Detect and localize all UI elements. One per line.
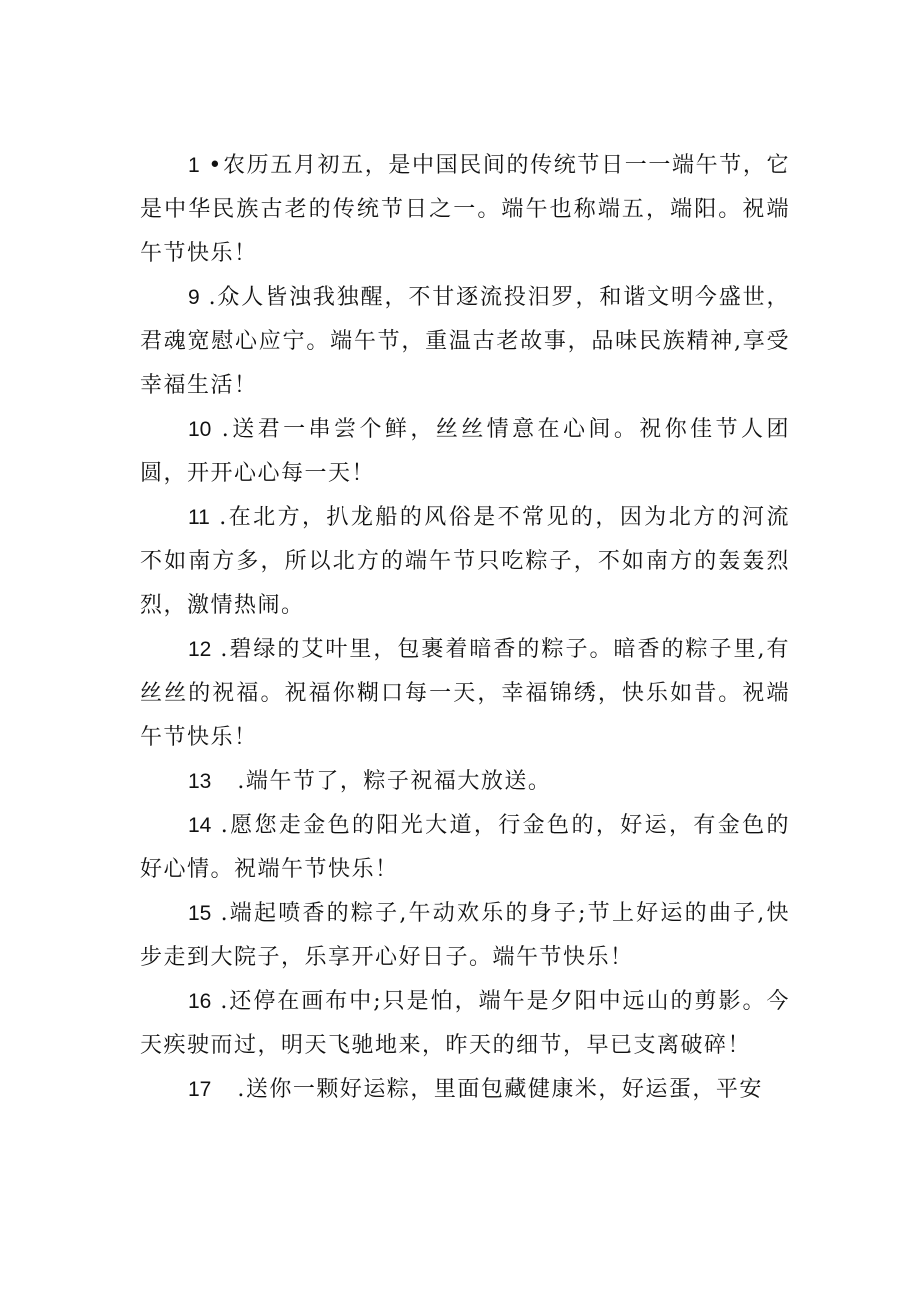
- document-body: [140, 144, 790, 1112]
- list-item: [140, 804, 790, 892]
- list-item: [140, 628, 790, 760]
- item-number: 15: [188, 902, 212, 925]
- list-item: [140, 1068, 790, 1112]
- item-separator: .: [220, 989, 229, 1014]
- item-number: 11: [188, 506, 210, 529]
- item-text: 端午节了，粽子祝福大放送。: [245, 769, 552, 794]
- item-text: 众人皆浊我独醒，不甘逐流投汨罗，和谐文明今盛世，君魂宽慰心应宁。端午节，重温古老故事，品味民族精神,享受幸福生活！: [140, 285, 790, 398]
- item-separator: .: [237, 769, 246, 794]
- item-text: 愿您走金色的阳光大道，行金色的，好运，有金色的好心情。祝端午节快乐！: [140, 813, 790, 882]
- item-separator: .: [220, 901, 230, 926]
- item-text: 送你一颗好运粽，里面包藏健康米，好运蛋，平安: [245, 1077, 763, 1102]
- item-separator: .: [220, 813, 230, 838]
- list-item: [140, 892, 790, 980]
- item-separator: .: [221, 417, 231, 442]
- list-item: [140, 496, 790, 628]
- list-item: [140, 408, 790, 496]
- item-separator: .: [220, 637, 229, 662]
- item-number: 9: [188, 286, 200, 309]
- item-text: 还停在画布中;只是怕，端午是夕阳中远山的剪影。今天疾驶而过，明天飞驰地来，昨天的细节，早已支离破碎！: [140, 989, 790, 1058]
- list-item: [140, 980, 790, 1068]
- item-number: 13: [188, 770, 212, 793]
- item-separator: .: [237, 1077, 246, 1102]
- item-number: 17: [188, 1078, 212, 1101]
- list-item: [140, 760, 790, 804]
- item-text: 碧绿的艾叶里，包裹着暗香的粽子。暗香的粽子里,有丝丝的祝福。祝福你糊口每一天，幸福锦绣，快乐如昔。祝端午节快乐！: [140, 637, 790, 750]
- item-separator: .: [208, 285, 218, 310]
- item-separator: •: [208, 153, 223, 178]
- list-item: [140, 144, 790, 276]
- item-number: 16: [188, 990, 212, 1013]
- item-separator: .: [219, 505, 228, 530]
- item-number: 10: [188, 418, 212, 441]
- item-text: 农历五月初五，是中国民间的传统节日一一端午节，它是中华民族古老的传统节日之一。端午也称端五，端阳。祝端午节快乐！: [140, 153, 790, 266]
- list-item: [140, 276, 790, 408]
- item-number: 14: [188, 814, 212, 837]
- item-text: 送君一串尝个鲜，丝丝情意在心间。祝你佳节人团圆，开开心心每一天！: [140, 417, 790, 486]
- item-text: 端起喷香的粽子,午动欢乐的身子;节上好运的曲子,快步走到大院子，乐享开心好日子。端午节快乐！: [140, 901, 790, 970]
- item-number: 1: [188, 154, 200, 177]
- item-number: 12: [188, 638, 212, 661]
- item-text: 在北方，扒龙船的风俗是不常见的，因为北方的河流不如南方多，所以北方的端午节只吃粽子，不如南方的轰轰烈烈，激情热闹。: [140, 505, 790, 618]
